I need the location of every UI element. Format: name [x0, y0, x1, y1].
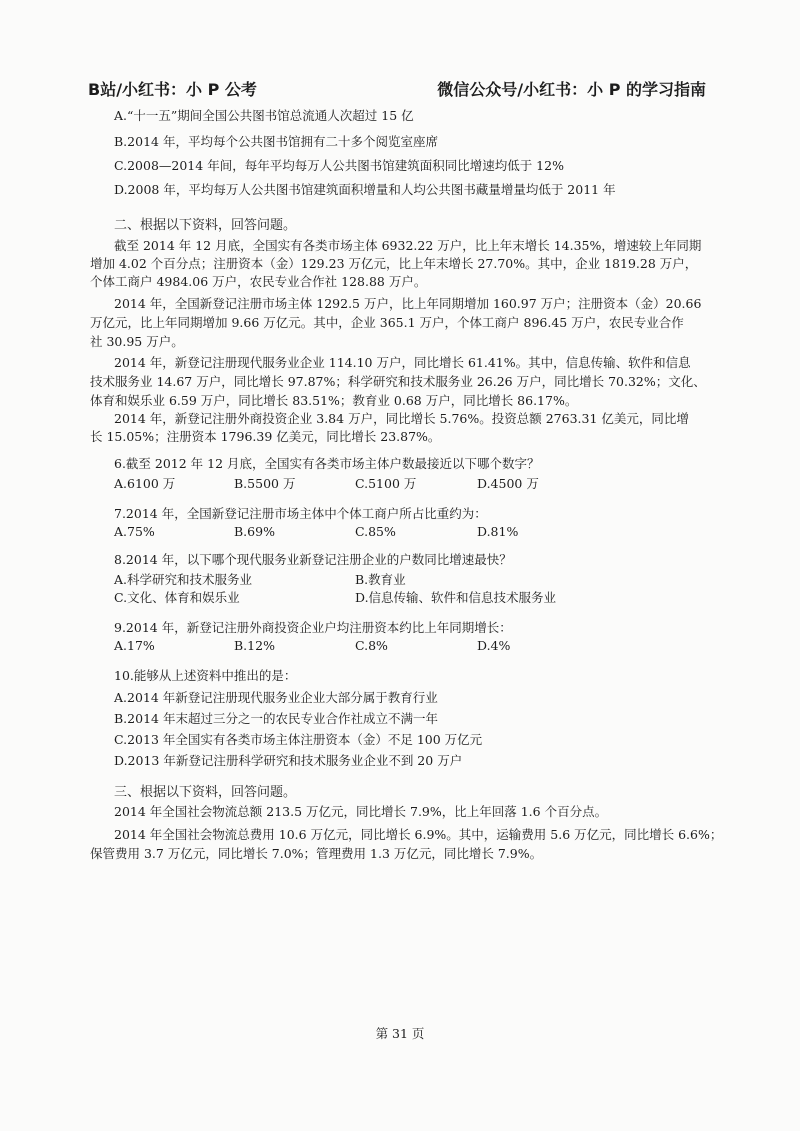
paragraph-line: 社 30.95 万户。: [90, 334, 184, 349]
paragraph-line: 体育和娱乐业 6.59 万户，同比增长 83.51%；教育业 0.68 万户，同比增长 86.17%。: [90, 393, 578, 408]
option-c: C.8%: [355, 638, 388, 653]
option-a: A.75%: [114, 524, 155, 539]
question-stem: 9.2014 年，新登记注册外商投资企业户均注册资本约比上年同期增长：: [114, 620, 512, 635]
paragraph-line: 保管费用 3.7 万亿元，同比增长 7.0%；管理费用 1.3 万亿元，同比增长 7.9%。: [90, 846, 543, 861]
section-2-title: 二、根据以下资料，回答问题。: [114, 218, 297, 233]
section-3-title: 三、根据以下资料，回答问题。: [114, 785, 297, 800]
option-c: C.85%: [355, 524, 396, 539]
paragraph-line: 2014 年，全国新登记注册市场主体 1292.5 万户，比上年同期增加 160.97 万户；注册资本（金）20.66: [114, 296, 702, 311]
paragraph-line: 长 15.05%；注册资本 1796.39 亿美元，同比增长 23.87%。: [90, 429, 441, 444]
prev-option-a: A.“十一五”期间全国公共图书馆总流通人次超过 15 亿: [114, 108, 414, 123]
option-a: A.6100 万: [114, 476, 176, 491]
option-b: B.69%: [234, 524, 275, 539]
option-c: C.5100 万: [355, 476, 417, 491]
question-stem: 10.能够从上述资料中推出的是：: [114, 668, 297, 683]
option-a: A.科学研究和技术服务业: [114, 572, 253, 587]
option-b: B.教育业: [355, 572, 406, 587]
option-d: D.4500 万: [477, 476, 539, 491]
option-b: B.12%: [234, 638, 275, 653]
prev-option-d: D.2008 年，平均每万人公共图书馆建筑面积增量和人均公共图书藏量增量均低于 2011 年: [114, 182, 616, 197]
question-stem: 6.截至 2012 年 12 月底，全国实有各类市场主体户数最接近以下哪个数字？: [114, 456, 540, 471]
option-a: A.2014 年新登记注册现代服务业企业大部分属于教育行业: [114, 690, 438, 705]
paragraph-line: 个体工商户 4984.06 万户，农民专业合作社 128.88 万户。: [90, 274, 427, 289]
paragraph-line: 2014 年全国社会物流总费用 10.6 万亿元，同比增长 6.9%。其中，运输费用 5.6 万亿元，同比增长 6.6%；: [114, 827, 723, 842]
prev-option-b: B.2014 年，平均每个公共图书馆拥有二十多个阅览室座席: [114, 134, 438, 149]
option-a: A.17%: [114, 638, 155, 653]
paragraph-line: 2014 年，新登记注册现代服务业企业 114.10 万户，同比增长 61.41%。其中，信息传输、软件和信息: [114, 355, 691, 370]
paragraph-line: 技术服务业 14.67 万户，同比增长 97.87%；科学研究和技术服务业 26.26 万户，同比增长 70.32%；文化、: [90, 374, 706, 389]
paragraph-line: 万亿元，比上年同期增加 9.66 万亿元。其中，企业 365.1 万户，个体工商户 896.45 万户，农民专业合作: [90, 315, 684, 330]
option-b: B.5500 万: [234, 476, 296, 491]
paragraph-line: 增加 4.02 个百分点；注册资本（金）129.23 万亿元，比上年末增长 27.70%。其中，企业 1819.28 万户，: [90, 256, 698, 271]
paragraph-line: 2014 年，新登记注册外商投资企业 3.84 万户，同比增长 5.76%。投资总额 2763.31 亿美元，同比增: [114, 411, 689, 426]
header-right: 微信公众号/小红书：小 P 的学习指南: [437, 80, 706, 99]
header-left: B站/小红书：小 P 公考: [88, 80, 257, 99]
option-d: D.4%: [477, 638, 511, 653]
option-b: B.2014 年末超过三分之一的农民专业合作社成立不满一年: [114, 711, 438, 726]
paragraph-line: 截至 2014 年 12 月底，全国实有各类市场主体 6932.22 万户，比上年末增长 14.35%，增速较上年同期: [114, 238, 702, 253]
option-d: D.2013 年新登记注册科学研究和技术服务业企业不到 20 万户: [114, 753, 463, 768]
option-d: D.81%: [477, 524, 519, 539]
page-number: 第 31 页: [375, 1026, 425, 1041]
question-stem: 7.2014 年，全国新登记注册市场主体中个体工商户所占比重约为：: [114, 506, 487, 521]
option-d: D.信息传输、软件和信息技术服务业: [355, 590, 557, 605]
option-c: C.2013 年全国实有各类市场主体注册资本（金）不足 100 万亿元: [114, 732, 483, 747]
option-c: C.文化、体育和娱乐业: [114, 590, 240, 605]
prev-option-c: C.2008—2014 年间，每年平均每万人公共图书馆建筑面积同比增速均低于 12%: [114, 158, 564, 173]
paragraph-line: 2014 年全国社会物流总额 213.5 万亿元，同比增长 7.9%，比上年回落 1.6 个百分点。: [114, 804, 608, 819]
question-stem: 8.2014 年，以下哪个现代服务业新登记注册企业的户数同比增速最快？: [114, 552, 512, 567]
